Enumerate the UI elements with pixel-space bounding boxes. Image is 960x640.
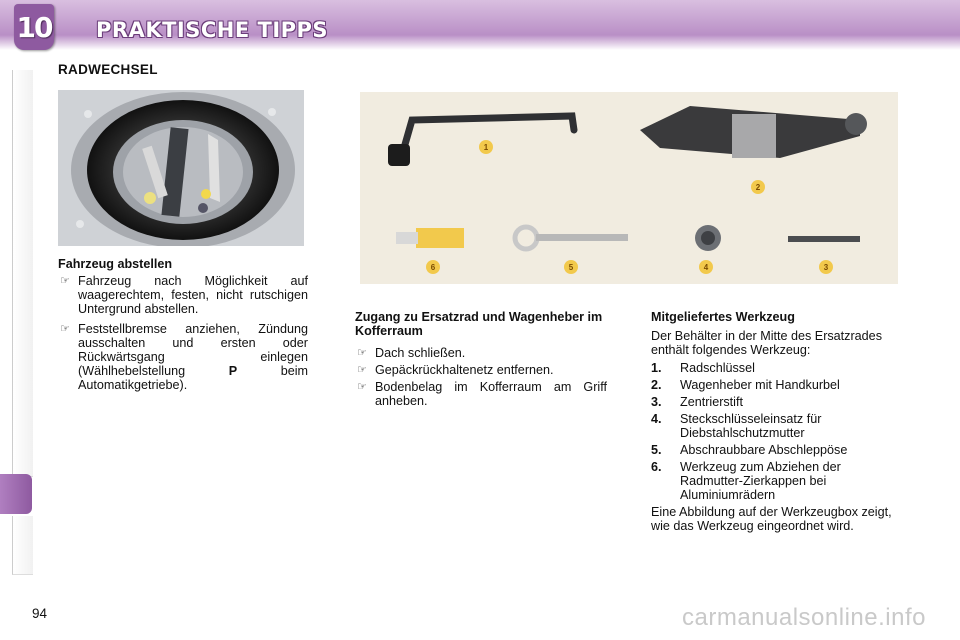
- tool-badge-label: 1: [483, 143, 489, 152]
- list-item: [651, 412, 907, 440]
- middle-column: [355, 310, 607, 414]
- right-intro: Der Behälter in der Mitte des Ersatzrades enthält folgendes Werkzeug:: [651, 329, 882, 357]
- tool-badge: [479, 140, 493, 154]
- side-tab[interactable]: [12, 418, 33, 477]
- bullet-text: Fahrzeug nach Möglichkeit auf waagerechtem, festen, nicht rutschigen Untergrund abstellen.: [78, 274, 308, 316]
- item-text: Steckschlüsseleinsatz für Diebstahlschutzmutter: [680, 412, 822, 440]
- gear-letter: P: [228, 364, 238, 378]
- tool-badge-label: 2: [755, 183, 761, 192]
- list-item: [58, 274, 308, 316]
- side-tab[interactable]: [12, 244, 33, 303]
- list-item: [651, 460, 907, 502]
- right-outro: Eine Abbildung auf der Werkzeugbox zeigt, wie das Werkzeug eingeordnet wird.: [651, 505, 892, 533]
- tool-badge: [819, 260, 833, 274]
- chapter-number-tab[interactable]: 10: [14, 4, 54, 50]
- right-heading: Mitgeliefertes Werkzeug: [651, 310, 795, 324]
- side-tab[interactable]: [12, 186, 33, 245]
- bullet-text: beim Automatikgetriebe).: [78, 364, 308, 392]
- pointing-hand-icon: ☞: [60, 275, 70, 287]
- pointing-hand-icon: ☞: [357, 347, 367, 359]
- right-column: [651, 310, 907, 533]
- list-item: [651, 395, 907, 409]
- item-number: 1.: [651, 361, 662, 375]
- page-number: 94: [32, 606, 48, 621]
- side-tab[interactable]: [12, 302, 33, 361]
- list-item: [355, 346, 607, 360]
- item-number: 6.: [651, 460, 662, 474]
- item-number: 4.: [651, 412, 662, 426]
- item-text: Wagenheber mit Handkurbel: [680, 378, 840, 392]
- list-item: [651, 443, 907, 457]
- page-header-title: PRAKTISCHE TIPPS: [96, 18, 329, 42]
- bullet-text: Bodenbelag im Kofferraum am Griff anheben.: [375, 380, 607, 408]
- tool-badge-label: 3: [823, 263, 829, 272]
- list-item: [58, 322, 308, 392]
- pointing-hand-icon: ☞: [60, 323, 70, 335]
- left-heading: Fahrzeug abstellen: [58, 257, 173, 271]
- section-title: RADWECHSEL: [58, 62, 158, 77]
- pointing-hand-icon: ☞: [357, 364, 367, 376]
- tool-badge: [699, 260, 713, 274]
- side-tab[interactable]: [12, 516, 33, 575]
- side-tab[interactable]: [12, 70, 33, 129]
- item-text: Zentrierstift: [680, 395, 743, 409]
- spare-wheel-photo: [58, 90, 304, 246]
- tool-badge: [426, 260, 440, 274]
- pointing-hand-icon: ☞: [357, 381, 367, 393]
- watermark: carmanualsonline.info: [682, 604, 926, 631]
- item-text: Werkzeug zum Abziehen der Radmutter-Zierkappen bei Aluminiumrädern: [680, 460, 841, 502]
- middle-heading: Zugang zu Ersatzrad und Wagenheber im Kofferraum: [355, 310, 603, 338]
- left-column: [58, 257, 308, 398]
- side-tab-active[interactable]: [0, 474, 32, 514]
- tool-badge-label: 6: [430, 263, 436, 272]
- bullet-text: Dach schließen.: [375, 346, 466, 360]
- side-tab[interactable]: [12, 128, 33, 187]
- side-tab[interactable]: [12, 360, 33, 419]
- tool-badge-label: 5: [568, 263, 574, 272]
- list-item: [651, 361, 907, 375]
- item-number: 5.: [651, 443, 662, 457]
- list-item: [355, 380, 607, 408]
- tool-badge-label: 4: [703, 263, 709, 272]
- item-number: 2.: [651, 378, 662, 392]
- item-number: 3.: [651, 395, 662, 409]
- tool-badge: [564, 260, 578, 274]
- list-item: [355, 363, 607, 377]
- bullet-text: Gepäckrückhaltenetz entfernen.: [375, 363, 554, 377]
- bullet-text: Feststellbremse anziehen, Zündung ausschalten und ersten oder Rückwärtsgang einlegen (Wählhebelstellung: [78, 322, 308, 378]
- tools-photo: [360, 92, 898, 284]
- item-text: Abschraubbare Abschleppöse: [680, 443, 848, 457]
- tool-badge: [751, 180, 765, 194]
- item-text: Radschlüssel: [680, 361, 755, 375]
- side-index-tabs: [0, 70, 34, 575]
- list-item: [651, 378, 907, 392]
